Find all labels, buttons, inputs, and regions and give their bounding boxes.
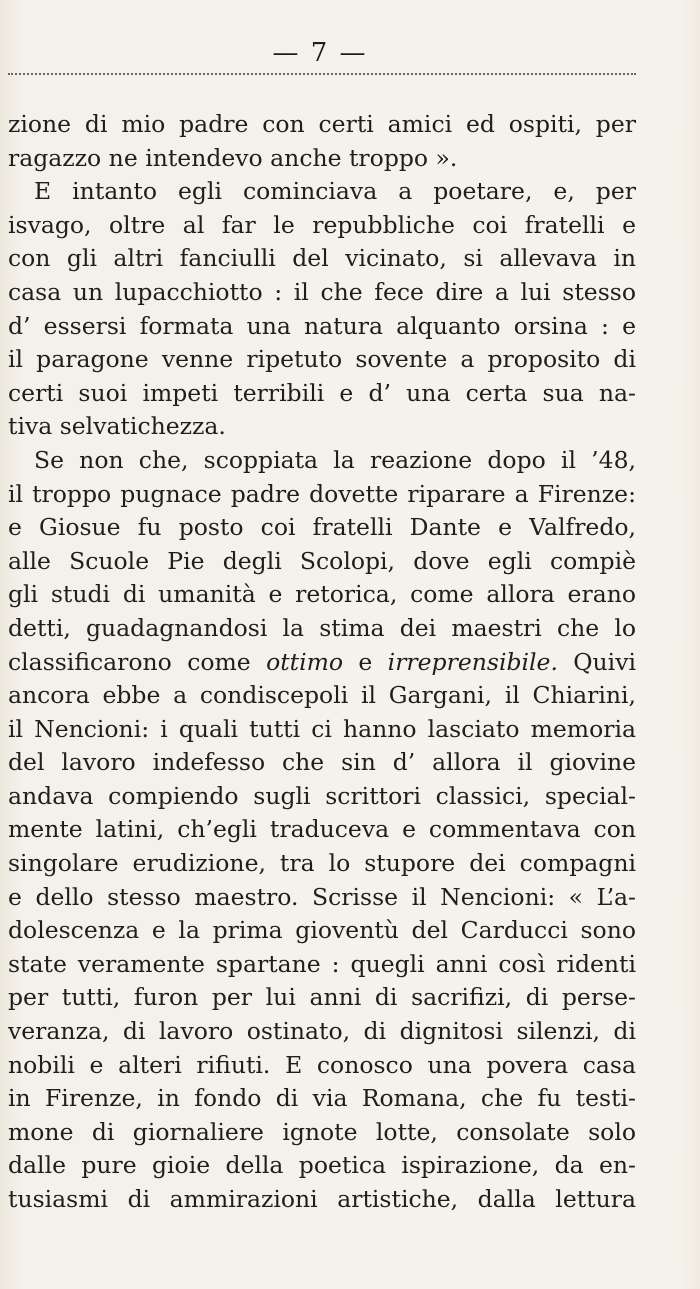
text-segment: e: [343, 647, 388, 676]
text-segment: Quivi: [557, 647, 636, 676]
text-line: singolare erudizione, tra lo stupore dei compagni: [8, 849, 636, 878]
text-line: il paragone venne ripetuto sovente a proposito di: [8, 345, 636, 374]
text-line: nobili e alteri rifiuti. E conosco una povera casa: [8, 1050, 636, 1079]
text-segment: classificarono come: [8, 647, 267, 676]
text-line: ancora ebbe a condiscepoli il Gargani, il Chiarini,: [8, 681, 636, 710]
text-line: il troppo pugnace padre dovette riparare a Firenze:: [8, 479, 636, 508]
text-line: zione di mio padre con certi amici ed ospiti, per: [8, 110, 636, 138]
text-line: per tutti, furon per lui anni di sacrifizi, di perse-: [8, 983, 636, 1012]
page-number: — 7 —: [272, 38, 368, 68]
text-line: veranza, di lavoro ostinato, di dignitosi silenzi, di: [8, 1017, 636, 1046]
text-line: andava compiendo sugli scrittori classici, special-: [8, 781, 636, 810]
text-line: dolescenza e la prima gioventù del Carducci sono: [8, 916, 636, 945]
text-line: mone di giornaliere ignote lotte, consolate solo: [8, 1117, 636, 1146]
header-rule: [8, 73, 636, 75]
text-line: casa un lupacchiotto : il che fece dire a lui stesso: [8, 277, 636, 306]
text-line: tusiasmi di ammirazioni artistiche, dalla lettura: [8, 1185, 636, 1213]
text-line: con gli altri fanciulli del vicinato, si allevava in: [8, 244, 636, 273]
text-line: il Nencioni: i quali tutti ci hanno lasciato memoria: [8, 714, 636, 743]
text-line: Se non che, scoppiata la reazione dopo il ’48,: [34, 445, 636, 474]
text-line: in Firenze, in fondo di via Romana, che fu testi-: [8, 1084, 636, 1113]
text-line: mente latini, ch’egli traduceva e commentava con: [8, 815, 636, 844]
text-line: [8, 646, 636, 680]
text-line: detti, guadagnandosi la stima dei maestri che lo: [8, 613, 636, 642]
body-text: [8, 108, 636, 1217]
text-line: alle Scuole Pie degli Scolopi, dove egli compiè: [8, 546, 636, 575]
text-line: isvago, oltre al far le repubbliche coi fratelli e: [8, 210, 636, 239]
text-line: gli studi di umanità e retorica, come allora erano: [8, 580, 636, 609]
italic-word: ottimo: [266, 647, 344, 676]
text-line: e dello stesso maestro. Scrisse il Nencioni: « L’a-: [8, 882, 636, 911]
text-line: e Giosue fu posto coi fratelli Dante e Valfredo,: [8, 513, 636, 542]
text-line: ragazzo ne intendevo anche troppo ».: [8, 143, 458, 172]
italic-word: irreprensibile.: [387, 647, 558, 676]
text-line: certi suoi impeti terribili e d’ una certa sua na-: [8, 378, 636, 407]
text-line: state veramente spartane : quegli anni così ridenti: [8, 949, 636, 978]
text-line: tiva selvatichezza.: [8, 412, 226, 441]
text-line: del lavoro indefesso che sin d’ allora il giovine: [8, 748, 636, 777]
text-line: E intanto egli cominciava a poetare, e, per: [34, 177, 636, 206]
text-line: dalle pure gioie della poetica ispirazione, da en-: [8, 1151, 636, 1180]
text-line: d’ essersi formata una natura alquanto orsina : e: [8, 311, 636, 340]
